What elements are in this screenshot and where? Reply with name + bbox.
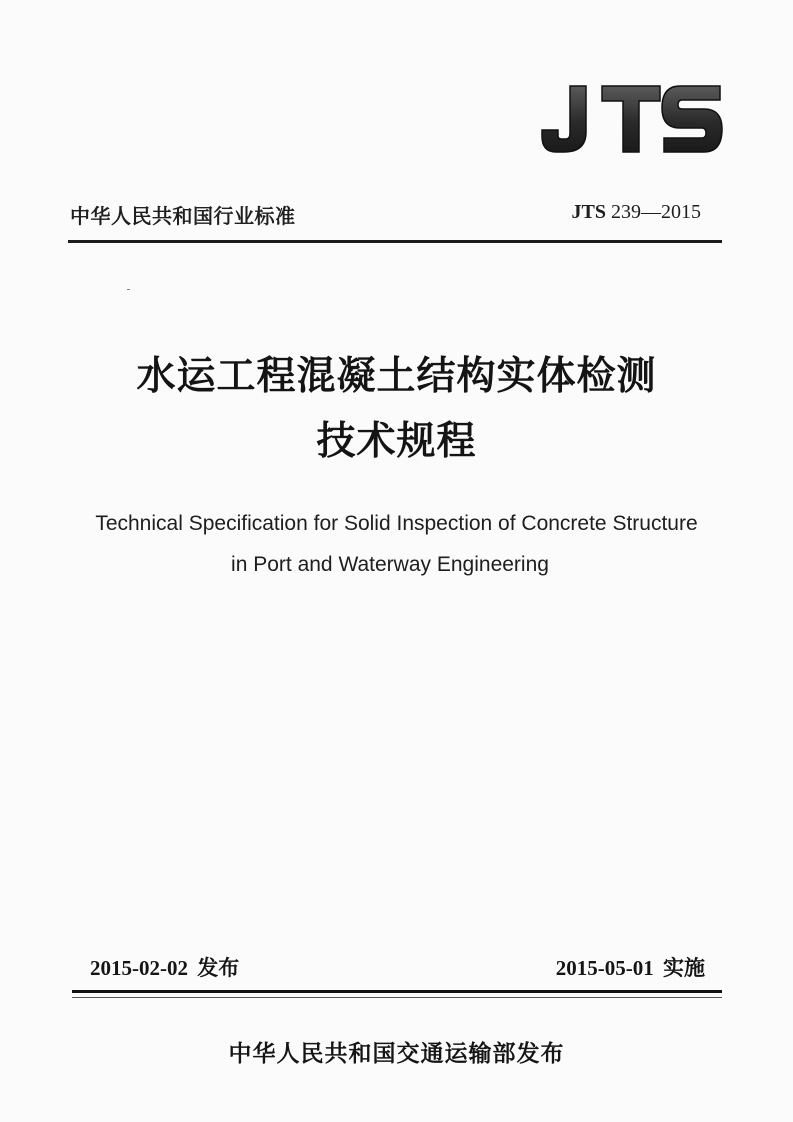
effective-label: 实施 — [663, 956, 705, 980]
jts-logo-graphic — [540, 78, 726, 158]
standard-code — [572, 201, 701, 224]
standard-code-prefix: JTS — [571, 201, 606, 223]
footer-rule-thin — [72, 997, 722, 998]
scan-speck — [127, 289, 130, 290]
standard-code-number: 239—2015 — [611, 201, 701, 223]
header-rule — [68, 240, 722, 243]
standard-category: 中华人民共和国行业标准 — [70, 204, 296, 228]
jts-logo — [540, 78, 726, 158]
issue-date: 2015-02-02 — [90, 956, 188, 980]
publisher: 中华人民共和国交通运输部发布 — [228, 1041, 565, 1067]
effective-date-block — [556, 952, 705, 982]
title-chinese-line-2: 技术规程 — [316, 418, 477, 464]
footer-rule-thick — [72, 990, 722, 993]
title-chinese-line-1: 水运工程混凝土结构实体检测 — [136, 353, 657, 399]
issue-label: 发布 — [197, 956, 240, 980]
title-english-line-1: Technical Specification for Solid Inspection of Concrete Structure — [95, 512, 698, 535]
effective-date: 2015-05-01 — [555, 956, 654, 980]
title-english-line-2: in Port and Waterway Engineering — [231, 553, 549, 576]
issue-date-block — [90, 952, 239, 982]
